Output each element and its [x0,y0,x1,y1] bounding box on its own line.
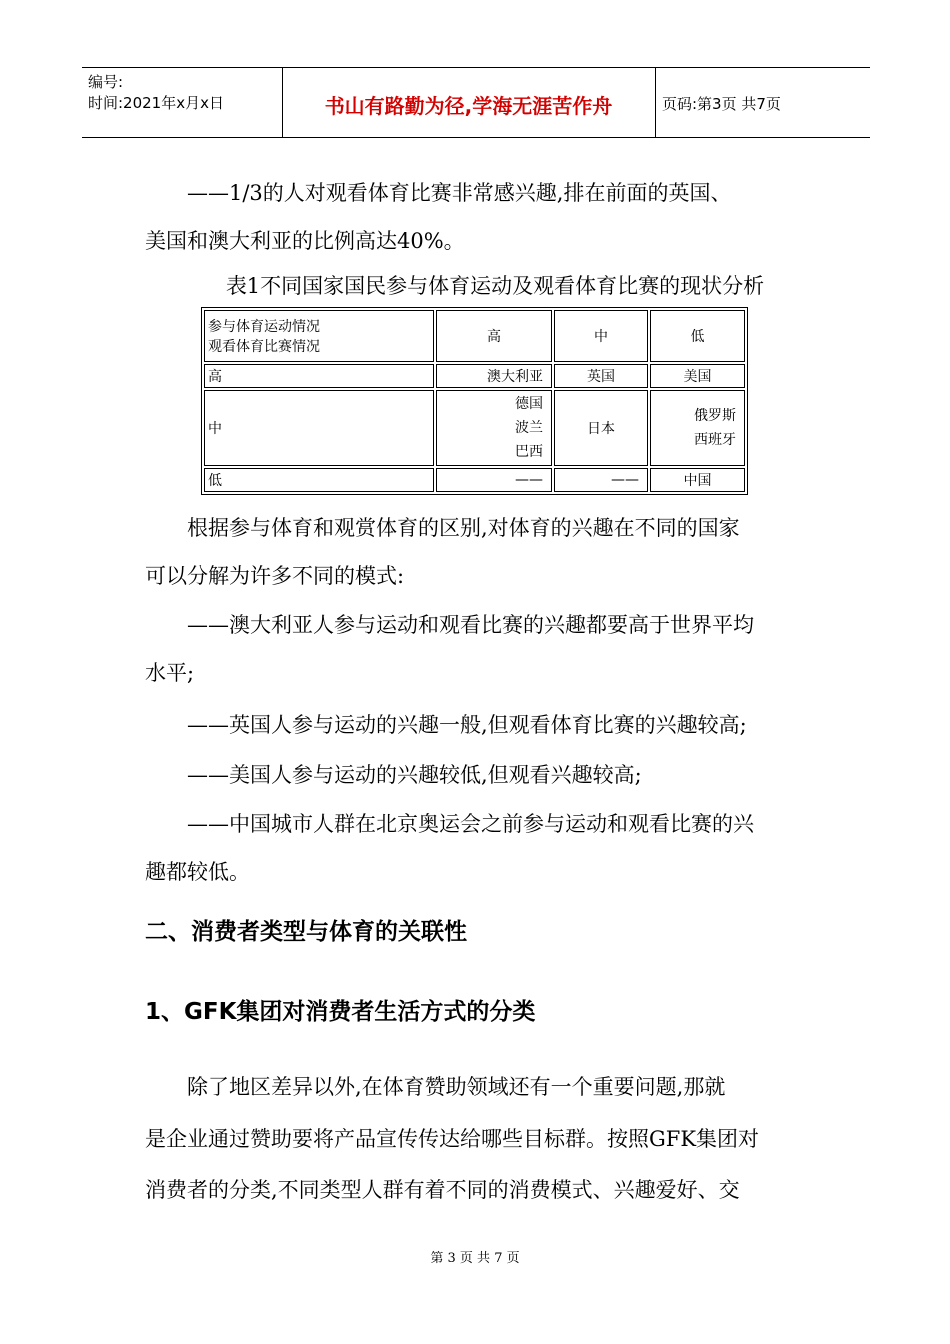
column-header-mid: 中 [554,310,648,362]
table-cell: 澳大利亚 [436,364,552,388]
subsection-heading: 1、GFK集团对消费者生活方式的分类 [145,999,536,1025]
paragraph-line: 消费者的分类,不同类型人群有着不同的消费模式、兴趣爱好、交 [145,1178,740,1202]
table-cell [436,390,552,466]
table-caption: 表1不同国家国民参与体育运动及观看体育比赛的现状分析 [225,274,765,298]
cell-country: 俄罗斯 [694,408,736,424]
table-cell: —— [554,468,648,492]
header-page-label: 页码:第3页 共7页 [662,95,781,113]
table-cell: 中国 [650,468,745,492]
cell-country: 德国 [515,396,543,412]
header-motto: 书山有路勤为径,学海无涯苦作舟 [324,94,613,118]
table-cell [650,390,745,466]
table-corner-cell [204,310,434,362]
header-divider [655,68,656,137]
paragraph-line: ——1/3的人对观看体育比赛非常感兴趣,排在前面的英国、 [187,181,732,205]
corner-label-participation: 参与体育运动情况 [208,319,320,335]
header-number-label: 编号: [88,73,124,91]
table-cell: 日本 [554,390,648,466]
paragraph-line: ——美国人参与运动的兴趣较低,但观看兴趣较高; [187,763,642,787]
paragraph-line: 除了地区差异以外,在体育赞助领域还有一个重要问题,那就 [187,1075,726,1099]
cell-country: 波兰 [515,420,543,436]
header-meta [88,72,224,114]
corner-label-viewing: 观看体育比赛情况 [208,339,320,355]
table-cell: —— [436,468,552,492]
section-heading: 二、消费者类型与体育的关联性 [145,919,467,945]
table-cell: 美国 [650,364,745,388]
paragraph-line: 水平; [145,661,195,685]
column-header-low: 低 [650,310,745,362]
paragraph-line: 根据参与体育和观赏体育的区别,对体育的兴趣在不同的国家 [187,516,740,540]
row-label-mid: 中 [204,390,434,466]
header-time-label: 时间:2021年x月x日 [88,94,224,112]
paragraph-line: ——英国人参与运动的兴趣一般,但观看体育比赛的兴趣较高; [187,713,747,737]
paragraph-line: 是企业通过赞助要将产品宣传传达给哪些目标群。按照GFK集团对 [145,1127,760,1151]
row-label-low: 低 [204,468,434,492]
cell-country: 西班牙 [694,432,736,448]
column-header-high: 高 [436,310,552,362]
paragraph-line: ——澳大利亚人参与运动和观看比赛的兴趣都要高于世界平均 [187,613,754,637]
paragraph-line: 趣都较低。 [145,860,250,884]
paragraph-line: 美国和澳大利亚的比例高达40%。 [145,229,465,253]
comparison-table [201,307,748,495]
paragraph-line: ——中国城市人群在北京奥运会之前参与运动和观看比赛的兴 [187,812,754,836]
page-header [82,67,870,138]
table-cell: 英国 [554,364,648,388]
row-label-high: 高 [204,364,434,388]
paragraph-line: 可以分解为许多不同的模式: [145,564,405,588]
cell-country: 巴西 [515,444,543,460]
page-footer: 第 3 页 共 7 页 [430,1251,520,1266]
